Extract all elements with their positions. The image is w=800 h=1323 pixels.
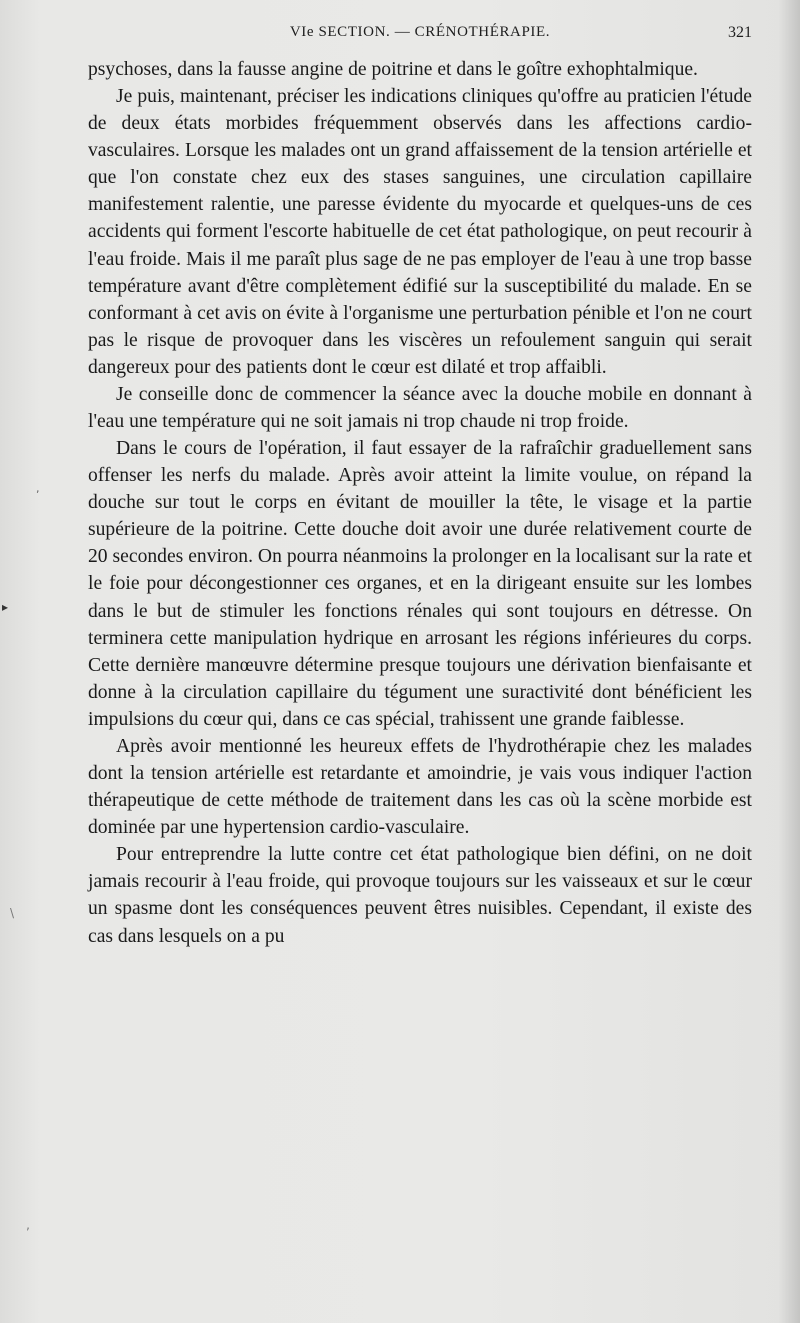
paragraph: Je puis, maintenant, préciser les indications cliniques qu'offre au praticien l'étude de deux états morbides fréquemment observés dans les affections cardio-vasculaires. Lorsque les malades ont un grand affaissement de la tension artérielle et que l'on constate chez eux des stases sanguines, une circulation capillaire manifestement ralentie, une paresse évidente du myocarde et quelques-uns de ces accidents qui forment l'escorte habituelle de cet état pathologique, on peut recourir à l'eau froide. Mais il me paraît plus sage de ne pas employer de l'eau à une trop basse température avant d'être complètement édifié sur la susceptibilité du malade. En se conformant à cet avis on évite à l'organisme une perturbation pénible et l'on ne court pas le risque de provoquer dans les viscères un refoulement sanguin qui serait dangereux pour des patients dont le cœur est dilaté et trop affaibli. <box>88 86 752 378</box>
section-title: VIe SECTION. — CRÉNOTHÉRAPIE. <box>289 24 551 40</box>
margin-comma-mark: ‚ <box>26 1218 30 1232</box>
paragraph: Dans le cours de l'opération, il faut essayer de la rafraîchir graduellement sans offenser les nerfs du malade. Après avoir atteint la limite voulue, on répand la douche sur tout le corps en évitant de mouiller la tête, le visage et la partie supérieure de la poitrine. Cette douche doit avoir une durée relativement courte de 20 secondes environ. On pourra néanmoins la prolonger en la localisant sur la rate et le foie pour décongestionner ces organes, et en la dirigeant ensuite sur les lombes dans le but de stimuler les fonctions rénales qui sont toujours en détresse. On terminera cette manipulation hydrique en arrosant les régions inférieures du corps. Cette dernière manœuvre détermine presque toujours une dérivation bienfaisante et donne à la circulation capillaire du tégument une suractivité dont bénéficient les impulsions du cœur qui, dans ce cas spécial, trahissent une grande faiblesse. <box>88 438 752 730</box>
paragraph: Pour entreprendre la lutte contre cet état pathologique bien défini, on ne doit jamais recourir à l'eau froide, qui provoque toujours sur les vaisseaux et sur le cœur un spasme dont les conséquences peuvent êtres nuisibles. Cependant, il existe des cas dans lesquels on a pu <box>88 844 752 947</box>
paragraph: Après avoir mentionné les heureux effets de l'hydrothérapie chez les malades dont la tension artérielle est retardante et amoindrie, je vais vous indiquer l'action thérapeutique de cette méthode de traitement dans les cas où la scène morbide est dominée par une hypertension cardio-vasculaire. <box>88 735 752 839</box>
running-header <box>88 22 752 48</box>
margin-tick-mark: , <box>36 482 40 495</box>
page-edge-shadow <box>778 0 800 1323</box>
paragraph: Je conseille donc de commencer la séance avec la douche mobile en donnant à l'eau une température qui ne soit jamais ni trop chaude ni trop froide. <box>88 383 752 433</box>
margin-backslash-mark: \ <box>10 906 15 920</box>
margin-arrow-mark: ▸ <box>2 600 9 614</box>
page-number: 321 <box>728 24 752 41</box>
body-text <box>88 56 752 950</box>
paragraph: psychoses, dans la fausse angine de poitrine et dans le goître exhophtalmique. <box>88 59 698 80</box>
